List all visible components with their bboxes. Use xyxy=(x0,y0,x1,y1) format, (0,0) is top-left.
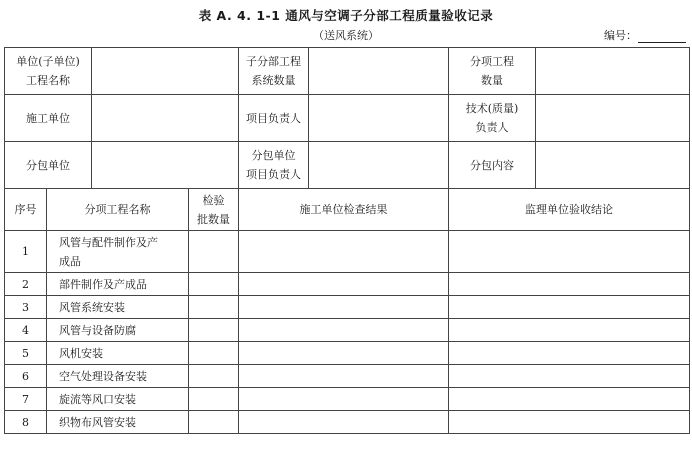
row-seq: 8 xyxy=(5,411,47,434)
row-batch-count[interactable] xyxy=(189,273,239,296)
row-construction-result[interactable] xyxy=(239,296,449,319)
value-sub-item-count[interactable] xyxy=(536,48,690,95)
row-supervision-result[interactable] xyxy=(449,388,690,411)
row-item-name: 部件制作及产成品 xyxy=(47,273,189,296)
row-construction-result[interactable] xyxy=(239,273,449,296)
label-construction-unit: 施工单位 xyxy=(5,95,92,142)
row-supervision-result[interactable] xyxy=(449,319,690,342)
row-supervision-result[interactable] xyxy=(449,411,690,434)
header-construction-result: 施工单位检查结果 xyxy=(239,189,449,231)
row-supervision-result[interactable] xyxy=(449,273,690,296)
value-unit-project-name[interactable] xyxy=(92,48,239,95)
value-sub-content[interactable] xyxy=(536,142,690,189)
table-row xyxy=(5,296,690,319)
row-item-name: 风管系统安装 xyxy=(47,296,189,319)
row-seq: 6 xyxy=(5,365,47,388)
header-batch-count: 检验 批数量 xyxy=(189,189,239,231)
row-construction-result[interactable] xyxy=(239,231,449,273)
row-item-name: 空气处理设备安装 xyxy=(47,365,189,388)
row-supervision-result[interactable] xyxy=(449,365,690,388)
row-item-name: 风管与配件制作及产 成品 xyxy=(47,231,189,273)
header-supervision-result: 监理单位验收结论 xyxy=(449,189,690,231)
row-item-name: 织物布风管安装 xyxy=(47,411,189,434)
label-subdivision-systems: 子分部工程 系统数量 xyxy=(239,48,309,95)
table-row xyxy=(5,411,690,434)
label-technical-manager: 技术(质量) 负责人 xyxy=(449,95,536,142)
value-technical-manager[interactable] xyxy=(536,95,690,142)
table-row xyxy=(5,365,690,388)
row-item-name: 旋流等风口安装 xyxy=(47,388,189,411)
row-batch-count[interactable] xyxy=(189,411,239,434)
label-sub-project-manager: 分包单位 项目负责人 xyxy=(239,142,309,189)
row-seq: 4 xyxy=(5,319,47,342)
row-construction-result[interactable] xyxy=(239,342,449,365)
value-project-manager[interactable] xyxy=(309,95,449,142)
row-batch-count[interactable] xyxy=(189,296,239,319)
serial-number xyxy=(604,27,686,43)
value-sub-project-manager[interactable] xyxy=(309,142,449,189)
label-subcontractor: 分包单位 xyxy=(5,142,92,189)
row-batch-count[interactable] xyxy=(189,365,239,388)
row-seq: 3 xyxy=(5,296,47,319)
info-row-project xyxy=(5,48,690,95)
label-unit-project-name: 单位(子单位) 工程名称 xyxy=(5,48,92,95)
info-row-construction xyxy=(5,95,690,142)
row-item-name: 风管与设备防腐 xyxy=(47,319,189,342)
info-row-subcontractor xyxy=(5,142,690,189)
serial-label: 编号： xyxy=(604,29,637,42)
row-batch-count[interactable] xyxy=(189,319,239,342)
form-subtitle: （送风系统） xyxy=(313,29,379,42)
row-batch-count[interactable] xyxy=(189,342,239,365)
value-subcontractor[interactable] xyxy=(92,142,239,189)
row-construction-result[interactable] xyxy=(239,365,449,388)
row-supervision-result[interactable] xyxy=(449,231,690,273)
row-supervision-result[interactable] xyxy=(449,296,690,319)
form-title: 表 A. 4. 1-1 通风与空调子分部工程质量验收记录 xyxy=(198,8,494,23)
row-construction-result[interactable] xyxy=(239,319,449,342)
row-seq: 1 xyxy=(5,231,47,273)
label-sub-content: 分包内容 xyxy=(449,142,536,189)
table-row xyxy=(5,231,690,273)
row-batch-count[interactable] xyxy=(189,388,239,411)
table-row xyxy=(5,388,690,411)
label-project-manager: 项目负责人 xyxy=(239,95,309,142)
serial-input-line[interactable] xyxy=(638,30,686,43)
table-row xyxy=(5,273,690,296)
row-item-name: 风机安装 xyxy=(47,342,189,365)
table-header-row xyxy=(5,189,690,231)
row-supervision-result[interactable] xyxy=(449,342,690,365)
row-construction-result[interactable] xyxy=(239,388,449,411)
header-seq: 序号 xyxy=(5,189,47,231)
table-row xyxy=(5,319,690,342)
header-item-name: 分项工程名称 xyxy=(47,189,189,231)
row-seq: 7 xyxy=(5,388,47,411)
table-row xyxy=(5,342,690,365)
row-seq: 5 xyxy=(5,342,47,365)
label-sub-item-count: 分项工程 数量 xyxy=(449,48,536,95)
value-subdivision-systems[interactable] xyxy=(309,48,449,95)
acceptance-record-table xyxy=(4,47,690,434)
row-batch-count[interactable] xyxy=(189,231,239,273)
value-construction-unit[interactable] xyxy=(92,95,239,142)
row-construction-result[interactable] xyxy=(239,411,449,434)
row-seq: 2 xyxy=(5,273,47,296)
